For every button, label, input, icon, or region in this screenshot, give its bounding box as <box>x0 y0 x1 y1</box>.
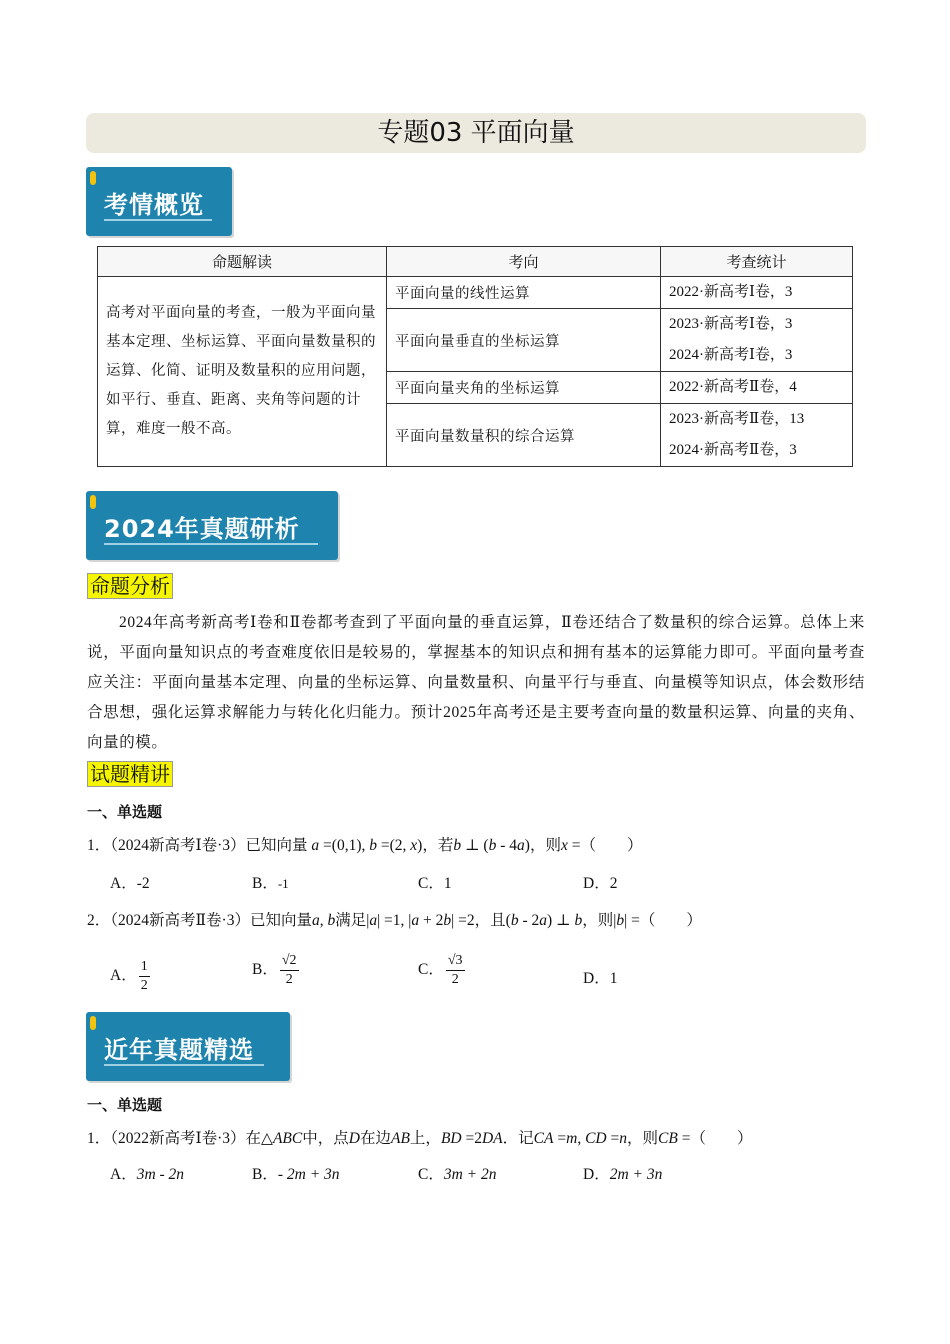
q1-tail: （ ） <box>580 837 643 854</box>
q3-mid2: 在边 <box>359 1130 391 1147</box>
stat-cell: 2023·新高考Ⅰ卷，3 <box>661 309 853 341</box>
banner-2024 <box>86 491 338 560</box>
q1-option-c[interactable]: C．1 <box>418 875 452 892</box>
q1-end: ，则 <box>529 837 561 854</box>
banner-overview-text: 考情概览 <box>104 191 204 219</box>
q3-mid3: 上， <box>409 1130 441 1147</box>
table-header-row <box>98 247 853 277</box>
q1-option-b[interactable]: B．-1 <box>252 875 289 892</box>
overview-table <box>97 246 853 467</box>
q3-tail: （ ） <box>690 1130 753 1147</box>
header-interpretation: 命题解读 <box>98 247 387 277</box>
q3-option-b[interactable]: B．- 2m + 3n <box>252 1166 340 1183</box>
q2-mid2: ，且 <box>474 912 506 929</box>
header-direction: 考向 <box>387 247 661 277</box>
banner-underline <box>104 219 212 221</box>
q3-end: ，则 <box>626 1130 658 1147</box>
q3-option-a[interactable]: A．3m - 2n <box>110 1166 185 1183</box>
page-title: 专题03 平面向量 <box>86 113 866 153</box>
q3-option-d[interactable]: D．2m + 3n <box>583 1166 663 1183</box>
banner-recent-text: 近年真题精选 <box>104 1036 254 1064</box>
direction-cell: 平面向量的线性运算 <box>387 277 661 309</box>
banner-underline <box>104 543 318 545</box>
direction-cell: 平面向量垂直的坐标运算 <box>387 309 661 372</box>
analysis-text: 2024年高考新高考Ⅰ卷和Ⅱ卷都考查到了平面向量的垂直运算，Ⅱ卷还结合了数量积的综合运算。总体上来说，平面向量知识点的考查难度依旧是较易的，掌握基本的知识点和拥有基本的运算能力即可。平面向量考查应关注：平面向量基本定理、向量的坐标运算、向量数量积、向量平行与垂直、向量模等知识点，体会数形结合思想，强化运算求解能力与转化化归能力。预计2025年高考还是主要考查向量的数量积运算、向量的夹角、向量的模。 <box>87 614 865 751</box>
banner-2024-text: 2024年真题研析 <box>104 515 300 543</box>
q3-prefix: 1．（2022新高考Ⅰ卷·3）在 <box>87 1130 262 1147</box>
q2-option-c[interactable]: C． $\frac{√3}{2}$ <box>418 953 463 987</box>
q3-mid: 中，点 <box>302 1130 349 1147</box>
banner-recent <box>86 1012 290 1081</box>
q1-option-d[interactable]: D．2 <box>583 875 618 892</box>
banner-pill-icon <box>90 495 96 509</box>
section-heading: 一、单选题 <box>87 803 163 821</box>
q2-option-b[interactable]: B． $\frac{√2}{2}$ <box>252 953 297 987</box>
stat-cell: 2022·新高考Ⅰ卷，3 <box>661 277 853 309</box>
analysis-label: 命题分析 <box>87 573 173 599</box>
question-3: 1．（2022新高考Ⅰ卷·3）在△ABC中，点D在边AB上，BD =2DA．记CA =m, CD =n，则CB =（ ） <box>87 1130 753 1147</box>
stat-cell: 2023·新高考Ⅱ卷，13 <box>661 404 853 436</box>
banner-underline <box>104 1064 264 1066</box>
banner-overview <box>86 167 232 236</box>
stat-cell: 2022·新高考Ⅱ卷，4 <box>661 372 853 404</box>
q1-prefix: 1．（2024新高考Ⅰ卷·3）已知向量 <box>87 837 308 854</box>
question-2: 2．（2024新高考Ⅱ卷·3）已知向量a, b满足|a| =1, |a + 2b| =2，且(b - 2a) ⊥ b，则|b| =（ ） <box>87 912 702 929</box>
q1-option-a[interactable]: A．-2 <box>110 875 150 892</box>
lecture-label: 试题精讲 <box>87 761 173 787</box>
description-cell: 高考对平面向量的考查，一般为平面向量基本定理、坐标运算、平面向量数量积的运算、化简、证明及数量积的应用问题，如平行、垂直、距离、夹角等问题的计算，难度一般不高。 <box>98 277 387 467</box>
direction-cell: 平面向量夹角的坐标运算 <box>387 372 661 404</box>
banner-pill-icon <box>90 171 96 185</box>
q1-mid: ，若 <box>422 837 454 854</box>
q2-option-d[interactable]: D．1 <box>583 970 618 987</box>
q2-tail: （ ） <box>639 912 702 929</box>
q3-option-c[interactable]: C．3m + 2n <box>418 1166 497 1183</box>
direction-cell: 平面向量数量积的综合运算 <box>387 404 661 467</box>
q2-mid: 满足 <box>335 912 367 929</box>
banner-pill-icon <box>90 1016 96 1030</box>
analysis-paragraph <box>87 608 865 758</box>
stat-cell: 2024·新高考Ⅰ卷，3 <box>661 340 853 372</box>
table-row <box>98 277 853 309</box>
header-stats: 考查统计 <box>661 247 853 277</box>
q3-mid4: ．记 <box>502 1130 534 1147</box>
question-1: 1．（2024新高考Ⅰ卷·3）已知向量 a =(0,1), b =(2, x)，若b ⊥ (b - 4a)，则x =（ ） <box>87 837 643 854</box>
stat-cell: 2024·新高考Ⅱ卷，3 <box>661 435 853 467</box>
section-heading: 一、单选题 <box>87 1096 163 1114</box>
q2-prefix: 2．（2024新高考Ⅱ卷·3）已知向量 <box>87 912 312 929</box>
q2-option-a[interactable]: A． $\frac{1}{2}$ <box>110 959 148 993</box>
q2-end: ，则 <box>582 912 614 929</box>
